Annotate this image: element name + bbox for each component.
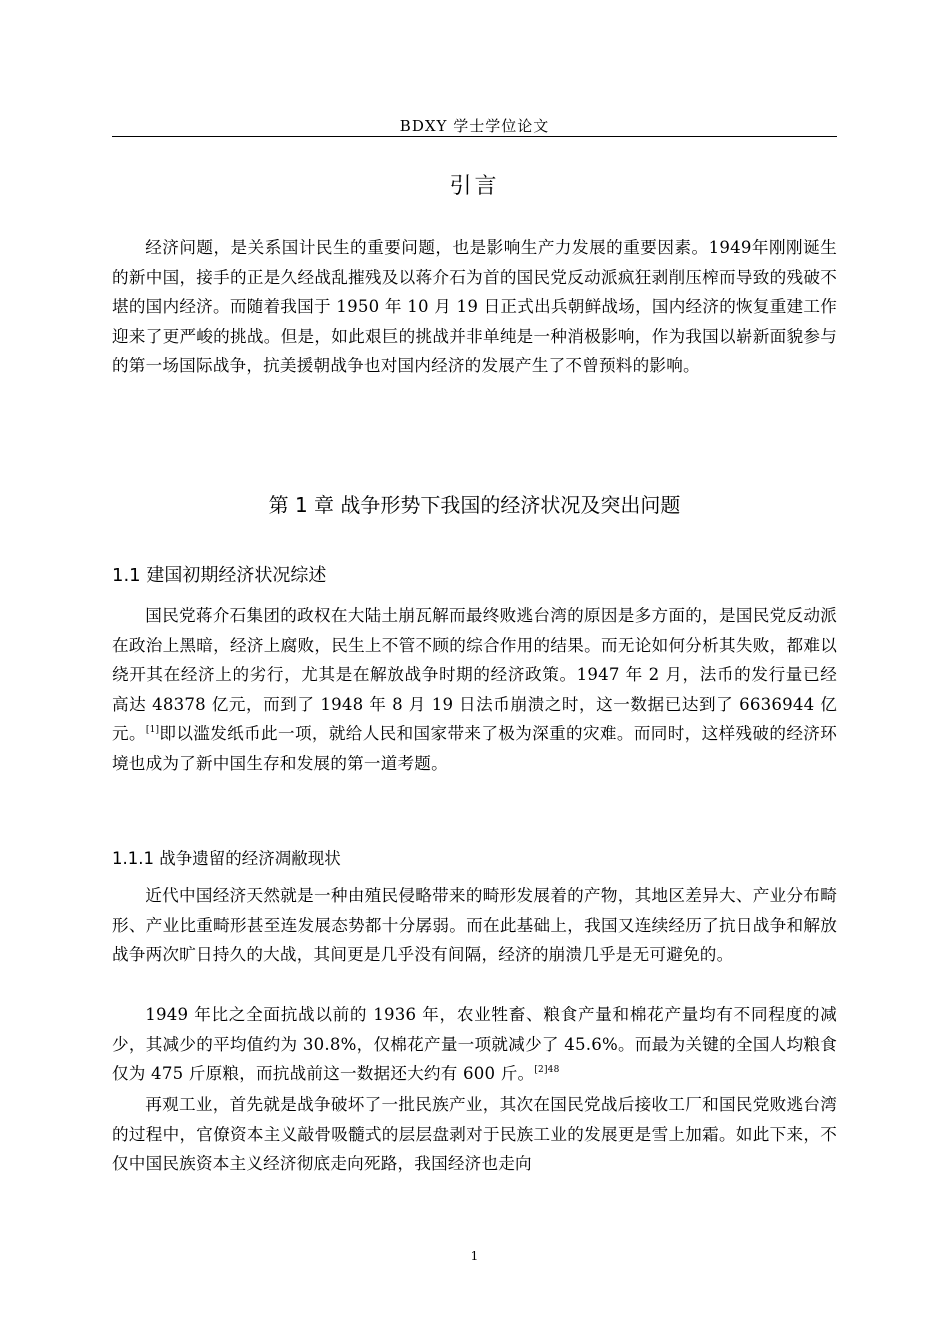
header-rule bbox=[112, 136, 837, 137]
subsection-title: 1.1.1 战争遗留的经济凋敝现状 bbox=[112, 849, 341, 868]
running-header: BDXY 学士学位论文 bbox=[399, 117, 550, 135]
paragraph-text: 1949 年比之全面抗战以前的 1936 年，农业牲畜、粮食产量和棉花产量均有不同程度的减少，其减少的平均值约为 30.8%，仅棉花产量一项就减少了 45.6%。而最为关键的全国人均粮食仅为 475 斤原粮，而抗战前这一数据还大约有 600 斤。 bbox=[112, 1005, 837, 1083]
section-title: 1.1 建国初期经济状况综述 bbox=[112, 565, 327, 586]
subsection-paragraph-2 bbox=[112, 1000, 837, 1089]
subsection-paragraph-3: 再观工业，首先就是战争破坏了一批民族产业，其次在国民党战后接收工厂和国民党败逃台湾的过程中，官僚资本主义敲骨吸髓式的层层盘剥对于民族工业的发展更是雪上加霜。如此下来，不仅中国民族资本主义经济彻底走向死路，我国经济也走向 bbox=[112, 1095, 837, 1173]
paragraph-text: 国民党蒋介石集团的政权在大陆土崩瓦解而最终败逃台湾的原因是多方面的，是国民党反动派在政治上黑暗，经济上腐败，民生上不管不顾的综合作用的结果。而无论如何分析其失败，都难以绕开其在经济上的劣行，尤其是在解放战争时期的经济政策。1947 年 2 月，法币的发行量已经高达 48378 亿元，而到了 1948 年 8 月 19 日法币崩溃之时，这一数据已达到了 6636944 亿元。 bbox=[112, 606, 837, 743]
page-number: 1 bbox=[470, 1249, 479, 1263]
citation-ref: [1] bbox=[145, 725, 160, 735]
section-paragraph bbox=[112, 601, 837, 778]
intro-paragraph: 经济问题，是关系国计民生的重要问题，也是影响生产力发展的重要因素。1949年刚刚诞生的新中国，接手的正是久经战乱摧残及以蒋介石为首的国民党反动派疯狂剥削压榨而导致的残破不堪的国内经济。而随着我国于 1950 年 10 月 19 日正式出兵朝鲜战场，国内经济的恢复重建工作迎来了更严峻的挑战。但是，如此艰巨的挑战并非单纯是一种消极影响，作为我国以崭新面貌参与的第一场国际战争，抗美援朝战争也对国内经济的发展产生了不曾预料的影响。 bbox=[112, 238, 837, 375]
chapter-title: 第 1 章 战争形势下我国的经济状况及突出问题 bbox=[268, 493, 681, 517]
intro-title: 引言 bbox=[449, 174, 500, 199]
citation-ref: [2]48 bbox=[534, 1065, 560, 1075]
paragraph-text: 即以滥发纸币此一项，就给人民和国家带来了极为深重的灾难。而同时，这样残破的经济环境也成为了新中国生存和发展的第一道考题。 bbox=[112, 724, 837, 773]
subsection-paragraph-1: 近代中国经济天然就是一种由殖民侵略带来的畸形发展着的产物，其地区差异大、产业分布畸形、产业比重畸形甚至连发展态势都十分孱弱。而在此基础上，我国又连续经历了抗日战争和解放战争两次旷日持久的大战，其间更是几乎没有间隔，经济的崩溃几乎是无可避免的。 bbox=[112, 886, 837, 964]
